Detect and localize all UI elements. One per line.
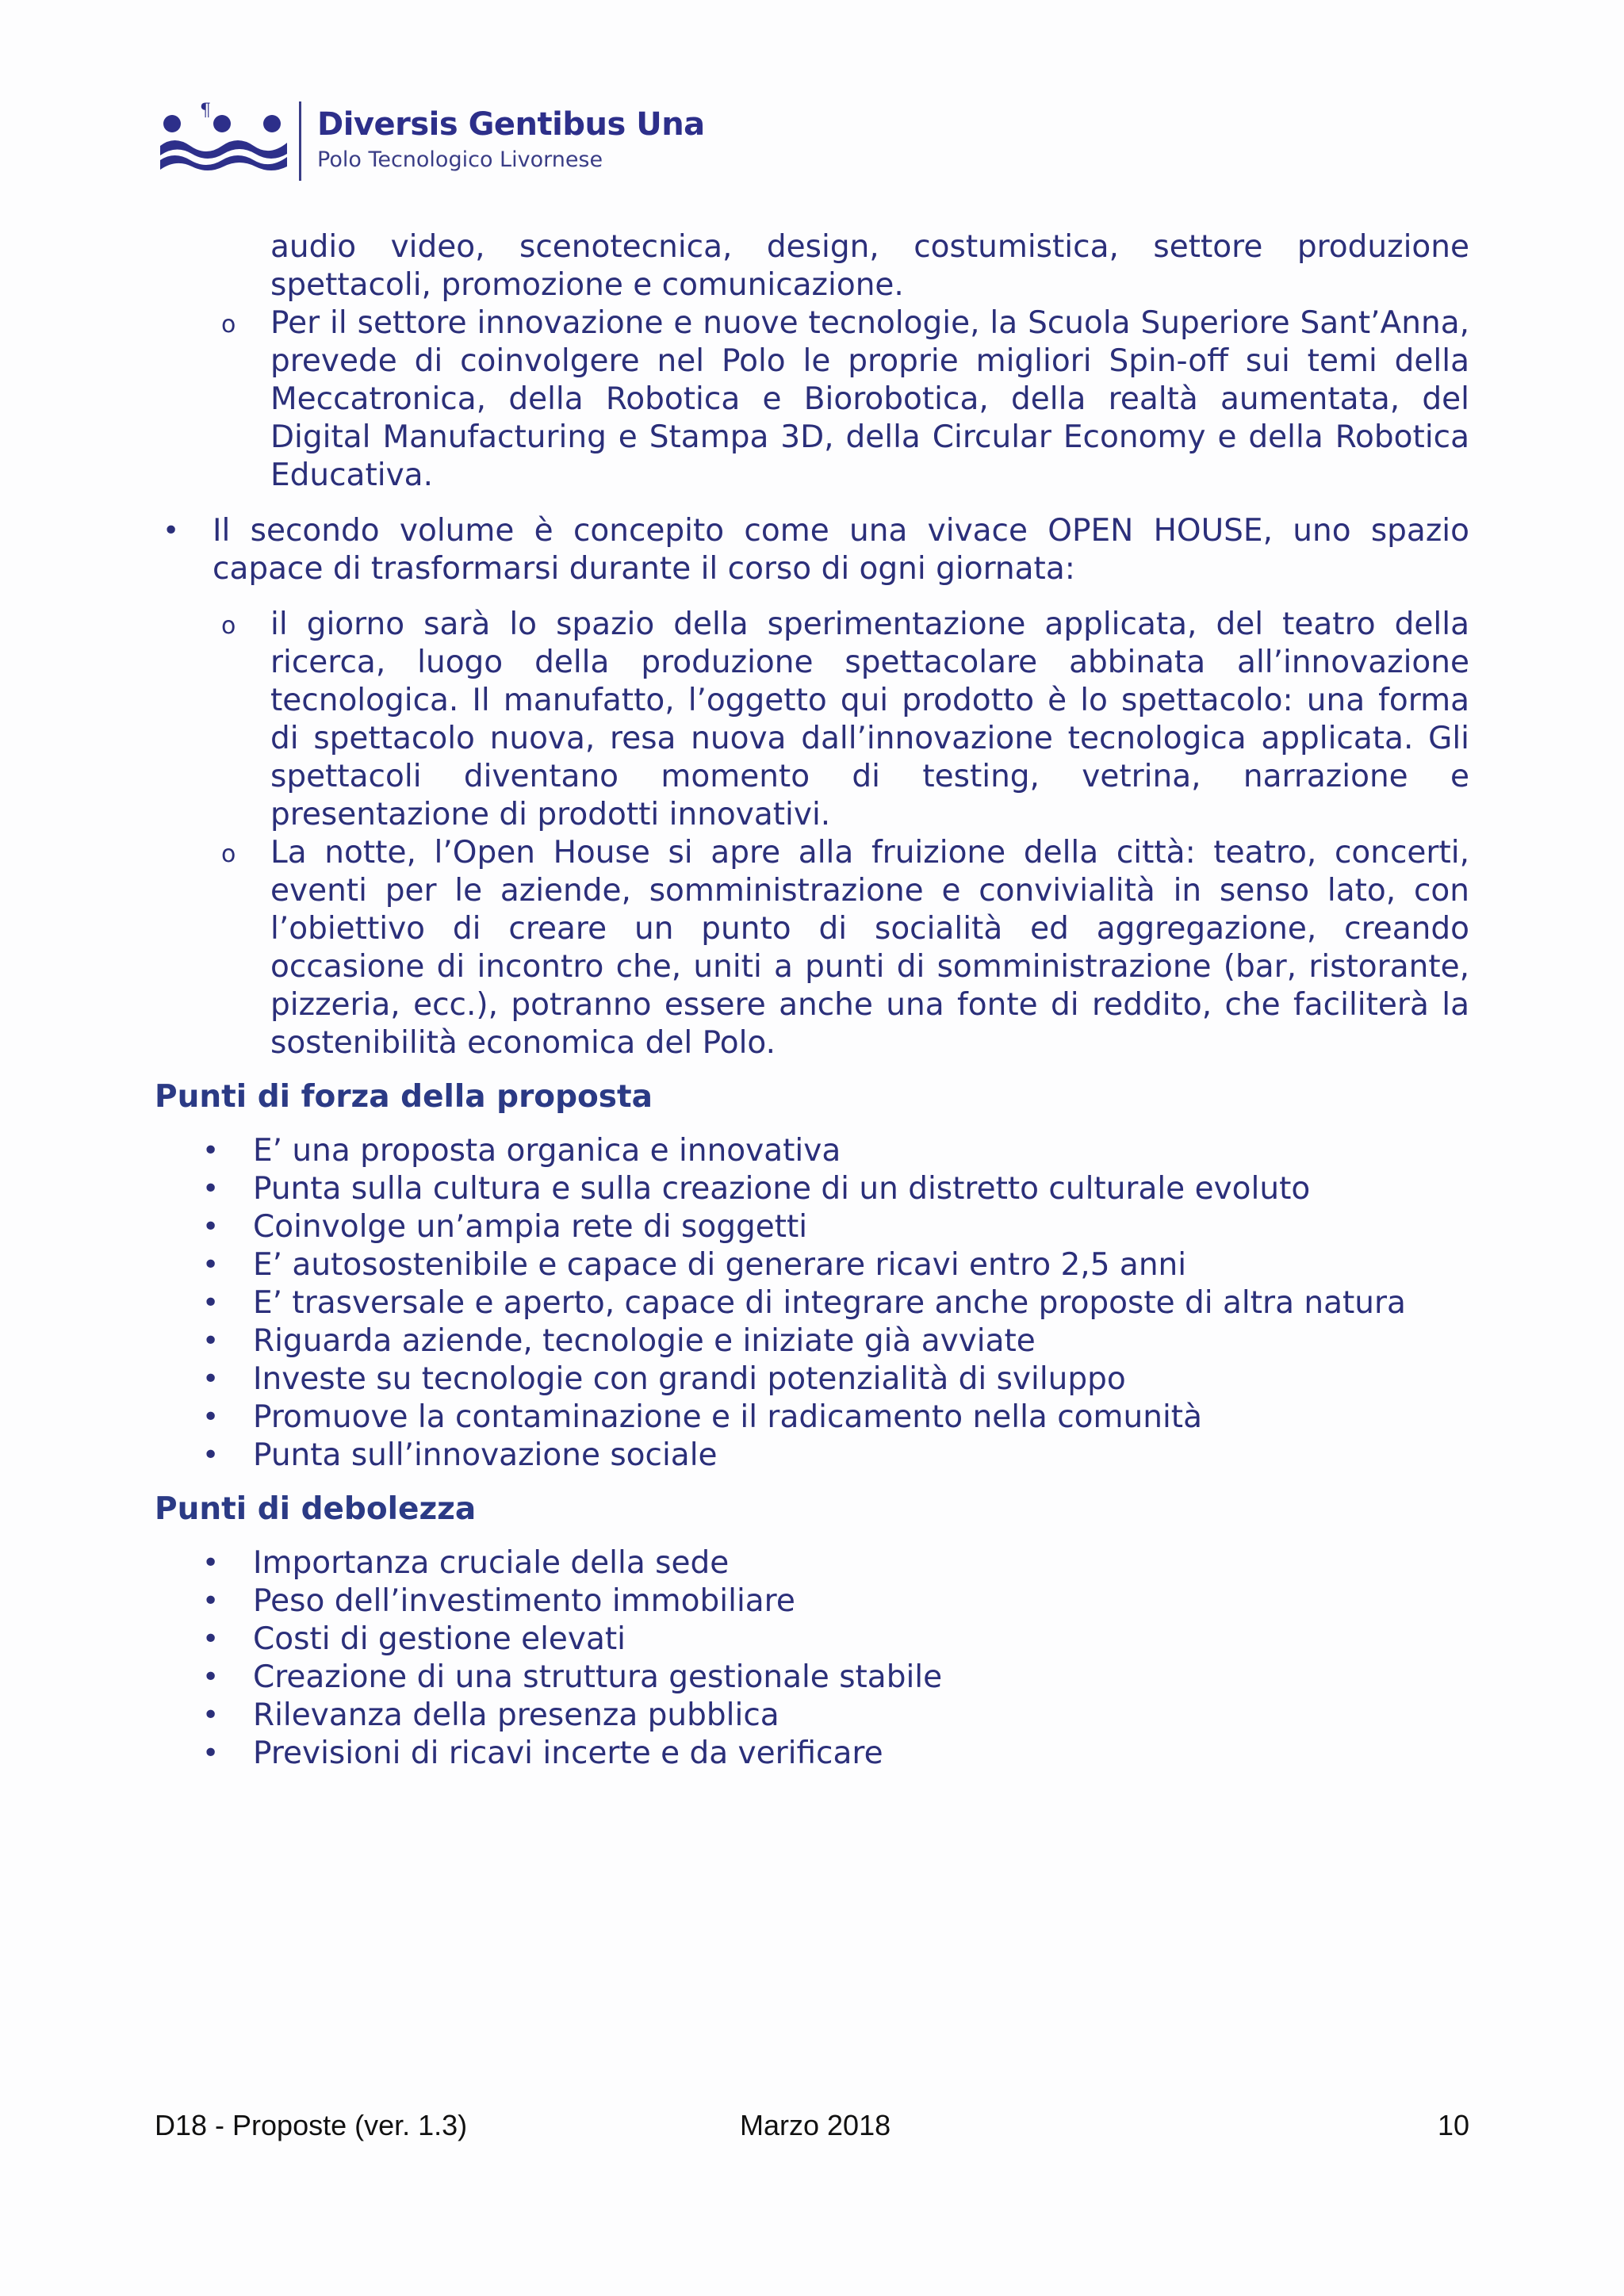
list-item-text: Investe su tecnologie con grandi potenzialità di sviluppo xyxy=(253,1361,1126,1397)
page-content xyxy=(155,228,1469,1773)
list-item-text: Coinvolge un’ampia rete di soggetti xyxy=(253,1209,808,1245)
bullet-icon: • xyxy=(202,1211,220,1243)
page-number: 10 xyxy=(1437,2109,1469,2141)
list-item-text: E’ trasversale e aperto, capace di integrare anche proposte di altra natura xyxy=(253,1285,1406,1321)
bullet-icon: • xyxy=(202,1737,220,1770)
sub-list-item xyxy=(155,834,1469,1062)
list-item xyxy=(155,1360,1469,1399)
bullet-icon: • xyxy=(202,1661,220,1693)
bullet-icon: • xyxy=(202,1547,220,1579)
logo-icon xyxy=(159,97,289,172)
logo-subtitle: Polo Tecnologico Livornese xyxy=(317,147,603,172)
bullet-icon: • xyxy=(202,1173,220,1205)
list-item-text: Creazione di una struttura gestionale stabile xyxy=(253,1659,943,1695)
weaknesses-list xyxy=(155,1544,1469,1773)
list-item xyxy=(155,1621,1469,1659)
sub-item-text: La notte, l’Open House si apre alla fruizione della città: teatro, concerti, eventi per le aziende, somministrazione e convivialità in senso lato, con l’obiettivo di creare un punto di socialità ed aggregazione, creando occasione di incontro che, uniti a punti di somministrazione (bar, ristorante, pizzeria, ecc.), potranno essere anche una fonte di reddito, che faciliterà la sostenibilità economica del Polo. xyxy=(270,835,1469,1061)
list-item-text: Peso dell’investimento immobiliare xyxy=(253,1583,795,1619)
list-item-text: E’ autosostenibile e capace di generare ricavi entro 2,5 anni xyxy=(253,1247,1187,1283)
circle-bullet-icon: o xyxy=(221,612,236,640)
footer-date: Marzo 2018 xyxy=(740,2109,891,2141)
list-item xyxy=(155,512,1469,588)
list-item-text: Il secondo volume è concepito come una vivace OPEN HOUSE, uno spazio capace di trasformarsi durante il corso di ogni giornata: xyxy=(213,513,1469,587)
list-item xyxy=(155,1437,1469,1475)
list-item-text: Promuove la contaminazione e il radicamento nella comunità xyxy=(253,1399,1202,1435)
list-item xyxy=(155,1246,1469,1284)
bullet-icon: • xyxy=(202,1699,220,1732)
logo-divider xyxy=(299,101,301,181)
bullet-icon: • xyxy=(202,1623,220,1655)
list-item xyxy=(155,1170,1469,1208)
list-item xyxy=(155,1322,1469,1360)
bullet-icon: • xyxy=(202,1287,220,1319)
sub-list-item xyxy=(155,606,1469,834)
bullet-icon: • xyxy=(202,1585,220,1617)
list-item-text: E’ una proposta organica e innovativa xyxy=(253,1133,841,1169)
list-item xyxy=(155,1284,1469,1322)
circle-bullet-icon: o xyxy=(221,840,236,868)
circle-bullet-icon: o xyxy=(221,311,236,339)
list-item-text: Importanza cruciale della sede xyxy=(253,1545,730,1581)
list-item-text: Costi di gestione elevati xyxy=(253,1621,626,1657)
page-footer xyxy=(155,2109,1469,2147)
list-item-text: Punta sulla cultura e sulla creazione di un distretto culturale evoluto xyxy=(253,1171,1311,1207)
list-item xyxy=(155,1582,1469,1621)
list-item xyxy=(155,1544,1469,1582)
strengths-heading: Punti di forza della proposta xyxy=(155,1079,653,1115)
bullet-icon: • xyxy=(202,1135,220,1167)
strengths-list xyxy=(155,1132,1469,1475)
continuation-text: audio video, scenotecnica, design, costumistica, settore produzione spettacoli, promozione e comunicazione. xyxy=(270,229,1469,303)
list-item xyxy=(155,1132,1469,1170)
logo-pilcrow: ¶ xyxy=(200,101,211,121)
sub-item-text: Per il settore innovazione e nuove tecnologie, la Scuola Superiore Sant’Anna, prevede di coinvolgere nel Polo le proprie migliori Spin-off sui temi della Meccatronica, della Robotica e Biorobotica, della realtà aumentata, del Digital Manufacturing e Stampa 3D, della Circular Economy e della Robotica Educativa. xyxy=(270,305,1469,493)
list-item xyxy=(155,1208,1469,1246)
sub-item-text: il giorno sarà lo spazio della sperimentazione applicata, del teatro della ricerca, luogo della produzione spettacolare abbinata all’innovazione tecnologica. Il manufatto, l’oggetto qui prodotto è lo spettacolo: una forma di spettacolo nuova, resa nuova dall’innovazione tecnologica applicata. Gli spettacoli diventano momento di testing, vetrina, narrazione e presentazione di prodotti innovativi. xyxy=(270,607,1469,832)
list-item-text: Punta sull’innovazione sociale xyxy=(253,1437,718,1473)
list-item-text: Riguarda aziende, tecnologie e iniziate già avviate xyxy=(253,1323,1036,1359)
weaknesses-heading: Punti di debolezza xyxy=(155,1491,477,1527)
bullet-icon: • xyxy=(202,1401,220,1433)
list-item xyxy=(155,1697,1469,1735)
list-item xyxy=(155,1659,1469,1697)
sub-list-item xyxy=(155,304,1469,495)
footer-document-label: D18 - Proposte (ver. 1.3) xyxy=(155,2109,468,2141)
bullet-icon: • xyxy=(202,1363,220,1395)
logo-title: Diversis Gentibus Una xyxy=(317,106,705,143)
bullet-icon: • xyxy=(202,1249,220,1281)
bullet-icon: • xyxy=(202,1325,220,1357)
list-item-text: Rilevanza della presenza pubblica xyxy=(253,1697,779,1733)
list-item xyxy=(155,1735,1469,1773)
continuation-paragraph xyxy=(155,228,1469,304)
bullet-icon: • xyxy=(202,1439,220,1471)
list-item xyxy=(155,1399,1469,1437)
page-header xyxy=(159,97,714,184)
list-item-text: Previsioni di ricavi incerte e da verificare xyxy=(253,1735,883,1771)
bullet-icon: • xyxy=(163,515,180,547)
